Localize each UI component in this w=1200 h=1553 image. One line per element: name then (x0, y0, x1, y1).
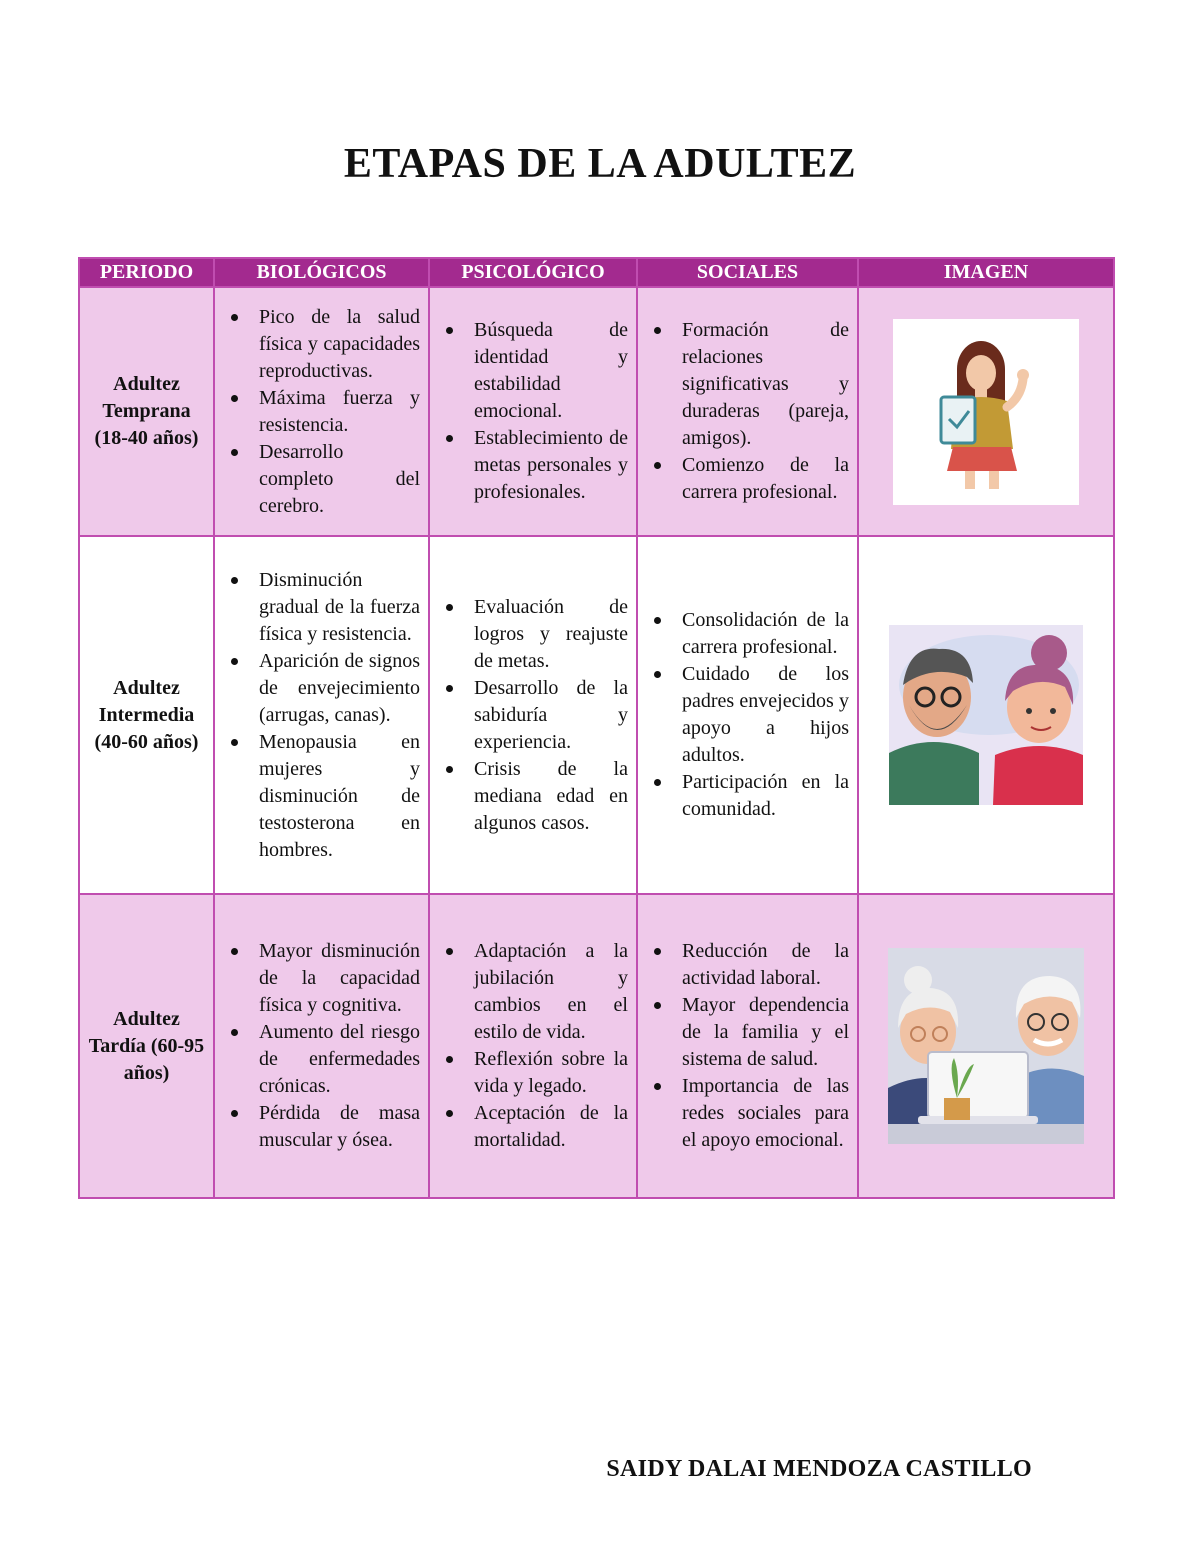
biologicos-cell (214, 894, 429, 1198)
list-item: Importancia de las redes sociales para el apoyo emocional. (642, 1073, 849, 1154)
psicologico-cell (429, 536, 637, 894)
list-item: Búsqueda de identidad y estabilidad emocional. (434, 317, 628, 425)
page-title: ETAPAS DE LA ADULTEZ (343, 141, 857, 187)
table-row (79, 536, 1114, 894)
biologicos-cell (214, 287, 429, 536)
list-item: Reducción de la actividad laboral. (642, 938, 849, 992)
header-imagen: IMAGEN (858, 258, 1114, 287)
period-cell: Adultez Intermedia (40-60 años) (79, 536, 214, 894)
list-item: Disminución gradual de la fuerza física y resistencia. (219, 567, 420, 648)
header-periodo: PERIODO (79, 258, 214, 287)
list-item: Cuidado de los padres envejecidos y apoyo a hijos adultos. (642, 661, 849, 769)
psicologico-cell (429, 894, 637, 1198)
list-item: Pérdida de masa muscular y ósea. (219, 1100, 420, 1154)
header-sociales: SOCIALES (637, 258, 858, 287)
list-item: Desarrollo de la sabiduría y experiencia. (434, 675, 628, 756)
list-item: Menopausia en mujeres y disminución de testosterona en hombres. (219, 729, 420, 864)
list-item: Evaluación de logros y reajuste de metas. (434, 594, 628, 675)
image-cell (858, 894, 1114, 1198)
list-item: Consolidación de la carrera profesional. (642, 607, 849, 661)
sociales-cell (637, 287, 858, 536)
list-item: Crisis de la mediana edad en algunos casos. (434, 756, 628, 837)
list-item: Aceptación de la mortalidad. (434, 1100, 628, 1154)
list-item: Máxima fuerza y resistencia. (219, 385, 420, 439)
header-biologicos: BIOLÓGICOS (214, 258, 429, 287)
sociales-cell (637, 894, 858, 1198)
list-item: Desarrollo completo del cerebro. (219, 439, 420, 520)
list-item: Aumento del riesgo de enfermedades crónicas. (219, 1019, 420, 1100)
woman-checklist-illustration (893, 319, 1079, 505)
list-item: Mayor dependencia de la familia y el sistema de salud. (642, 992, 849, 1073)
period-cell: Adultez Tardía (60-95 años) (79, 894, 214, 1198)
image-cell (858, 536, 1114, 894)
list-item: Adaptación a la jubilación y cambios en el estilo de vida. (434, 938, 628, 1046)
author-name: SAIDY DALAI MENDOZA CASTILLO (606, 1456, 1032, 1482)
biologicos-cell (214, 536, 429, 894)
table-row (79, 287, 1114, 536)
list-item: Participación en la comunidad. (642, 769, 849, 823)
sociales-cell (637, 536, 858, 894)
list-item: Pico de la salud física y capacidades reproductivas. (219, 304, 420, 385)
middle-aged-couple-illustration (889, 625, 1083, 805)
period-cell: Adultez Temprana (18-40 años) (79, 287, 214, 536)
stages-table (78, 257, 1115, 1199)
header-psicologico: PSICOLÓGICO (429, 258, 637, 287)
list-item: Aparición de signos de envejecimiento (arrugas, canas). (219, 648, 420, 729)
table-header-row (79, 258, 1114, 287)
list-item: Mayor disminución de la capacidad física y cognitiva. (219, 938, 420, 1019)
list-item: Establecimiento de metas personales y profesionales. (434, 425, 628, 506)
list-item: Comienzo de la carrera profesional. (642, 452, 849, 506)
table-row (79, 894, 1114, 1198)
list-item: Formación de relaciones significativas y duraderas (pareja, amigos). (642, 317, 849, 452)
image-cell (858, 287, 1114, 536)
psicologico-cell (429, 287, 637, 536)
elderly-couple-laptop-illustration (888, 948, 1084, 1144)
list-item: Reflexión sobre la vida y legado. (434, 1046, 628, 1100)
